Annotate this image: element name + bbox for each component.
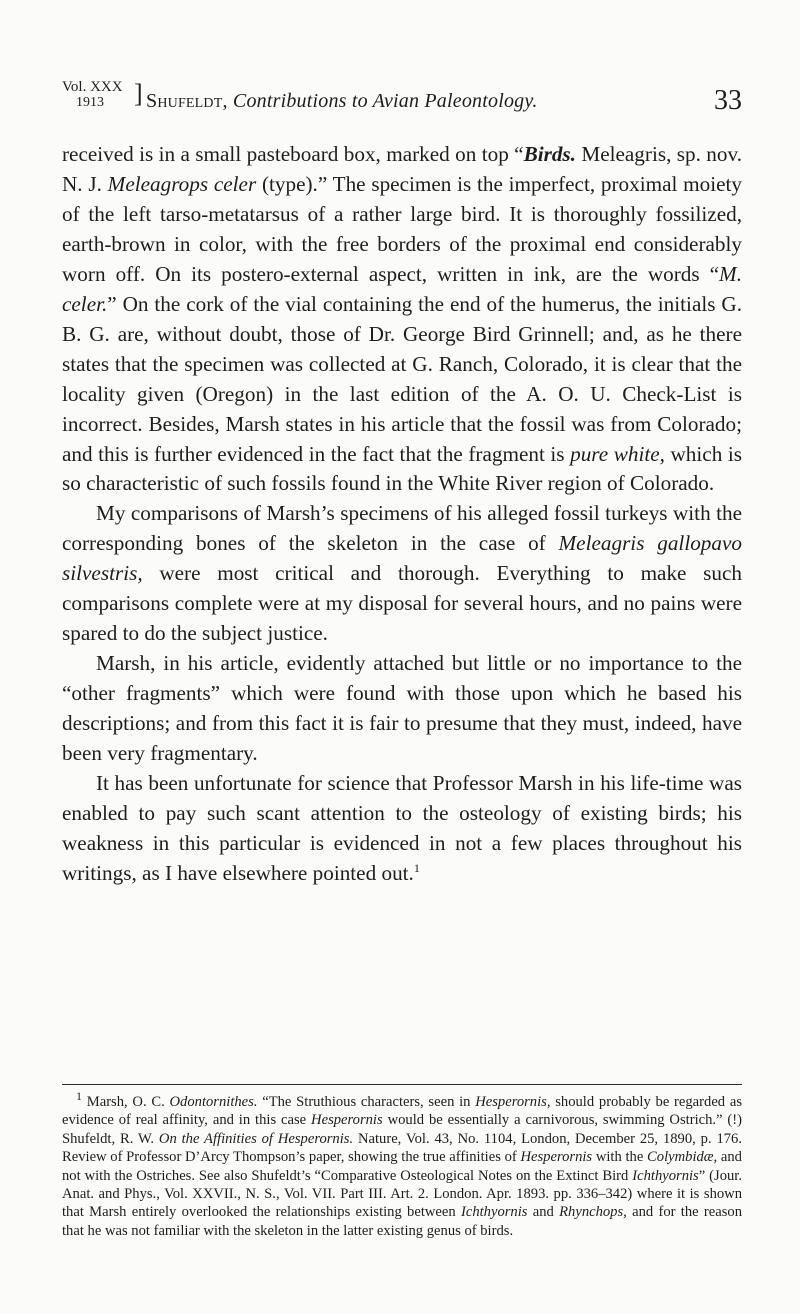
text-run: ” On the cork of the vial containing the end of the humerus, the initials G. B. G. are, without doubt, those of Dr. George Bird Grinnell; and, as he there states that the specimen was collected at G. Ranch, Colorado, it is clear that the locality given (Oregon) in the last edition of the A. O. U. Check-List is incorrect. Besides, Marsh states in his article that the fossil was from Colorado; and this is further evidenced in the fact that the fragment is [62,291,742,466]
italic-run: Meleagrops celer [107,171,257,196]
paragraph [62,769,742,889]
paragraph [62,499,742,649]
italic-run: Rhynchops, [559,1204,627,1221]
footnote-number: 1 [76,1089,82,1104]
paragraph: Marsh, in his article, evidently attached but little or no importance to the “other fragments” which were found with those upon which he based his descriptions; and from this fact it is fair to presume that they must, indeed, have been very fragmentary. [62,651,742,766]
footnote-divider [62,1084,742,1085]
text-run: and not with the Ostriches. See also Shufeldt’s “Comparative Osteological Notes on the Extinct Bird [62,1149,742,1184]
body-text [62,140,742,889]
text-run: should probably be regarded as evidence of real affinity, and in this case [62,1094,742,1129]
footnote [62,1089,743,1240]
italic-run: On the Affinities of Hesperornis. [158,1130,354,1147]
italic-run: Hesperornis, [475,1094,551,1110]
italic-run: Hesperornis [311,1112,383,1129]
italic-run: Birds. [523,142,576,166]
volume-label [62,79,143,110]
running-header [62,80,742,130]
text-run: It has been unfortunate for science that Professor Marsh in his life-time was enabled to pay such scant attention to the osteology of existing birds; his weakness in this particular is evidenced in not a few places throughout his writings, as I have elsewhere pointed out. [62,771,742,885]
running-title [146,90,538,113]
italic-run: Odontornithes. [169,1094,258,1110]
italic-run: Ichthyornis [632,1167,699,1184]
text-run: and for the reason that he was not familiar with the skeleton in the latter existing genus of birds. [62,1204,742,1239]
italic-run: Meleagris gallopavo silvestris, [62,531,742,586]
text-run: My comparisons of Marsh’s specimens of his alleged fossil turkeys with the corresponding bones of the skeleton in the case of [62,501,742,556]
running-author: Shufeldt, [146,90,228,112]
text-run: Meleagris, sp. nov. N. J. [62,142,742,196]
text-run: “The Struthious characters, seen in [257,1094,476,1110]
text-run: received is in a small pasteboard box, marked on top “ [62,142,524,166]
italic-run: Hesperornis [520,1149,593,1166]
text-run: Marsh, O. C. [82,1094,170,1110]
italic-run: pure white, [570,441,665,466]
text-run: Nature, Vol. 43, No. 1104, London, December 25, 1890, p. 176. Review of Professor D’Arcy Thompson’s paper, showing the true affinities of [62,1130,743,1166]
volume-number: Vol. XXX [62,79,123,95]
footnote-marker: 1 [413,860,420,875]
text-run: (type).” The specimen is the imperfect, proximal moiety of the left tarso-metatarsus of a rather large bird. It is thoroughly fossilized, earth-brown in color, with the free borders of the proximal end considerably worn off. On its postero-external aspect, written in ink, are the words “ [62,171,742,286]
text-run: and [527,1204,560,1221]
paragraph [62,140,742,499]
running-article-title: Contributions to Avian Paleontology. [232,90,538,112]
text-run: would be essentially a carnivorous, swimming Ostrich.” (!) Shufeldt, R. W. [62,1112,742,1147]
italic-run: Colymbidæ, [647,1149,718,1166]
footnote-paragraph [62,1089,743,1240]
italic-run: Ichthyornis [460,1204,528,1221]
volume-bracket: ] [134,79,143,108]
italic-run: M. celer. [62,261,742,316]
text-run: with the [592,1149,648,1166]
text-run: which is so characteristic of such fossils found in the White River region of Colorado. [62,441,742,496]
page-number: 33 [714,85,742,116]
text-run: were most critical and thorough. Everything to make such comparisons complete were at my disposal for several hours, and no pains were spared to do the subject justice. [62,561,742,646]
text-run: ” (Jour. Anat. and Phys., Vol. XXVII., N. S., Vol. VII. Part III. Art. 2. London. Apr. 1893. pp. 336–342) where it is shown that Marsh entirely overlooked the relationships existing between [62,1167,743,1221]
volume-year: 1913 [76,95,104,110]
